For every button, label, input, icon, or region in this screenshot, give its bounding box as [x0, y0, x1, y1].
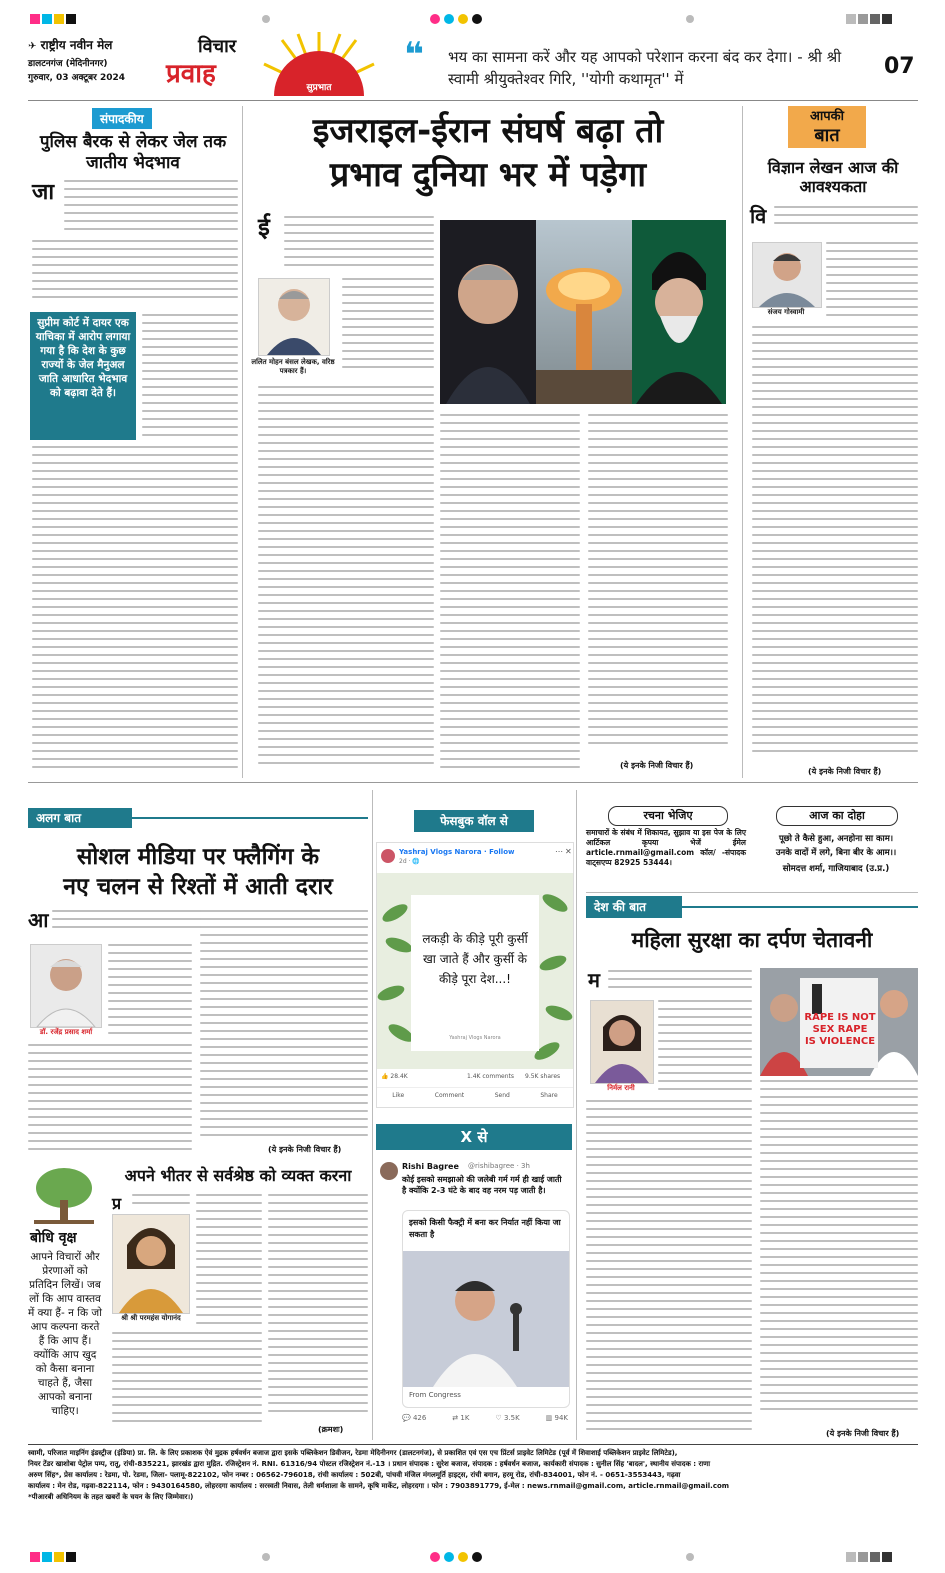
heart-icon: ♡: [495, 1414, 502, 1422]
color-swatch: [30, 14, 40, 24]
drop-cap: वि: [750, 204, 767, 228]
column-divider: [372, 790, 373, 1440]
color-swatch: [66, 14, 76, 24]
quoted-text: इसको किसी फैक्ट्री में बना कर निर्यात नहीं किया जा सकता है: [409, 1218, 561, 1239]
author-caption: डॉ. रजेंद्र प्रसाद शर्मा: [39, 1028, 93, 1036]
bodhi-body: [196, 1194, 262, 1332]
masthead-left: [28, 32, 178, 94]
desh-headline: महिला सुरक्षा का दर्पण चेतावनी: [631, 928, 873, 952]
author-photo: [258, 278, 330, 356]
avatar: [380, 1162, 398, 1180]
lead-article: [248, 106, 738, 778]
bird-icon: ✈: [28, 41, 37, 52]
aapki-baat-body: [752, 326, 918, 762]
leader-photo-1: [440, 220, 536, 404]
lead-headline-2: प्रभाव दुनिया भर में पड़ेगा: [329, 155, 647, 195]
label-rule: [682, 906, 918, 908]
alag-baat: [28, 808, 368, 1158]
explosion-photo: [536, 220, 632, 404]
rachna-body: समाचारों के संबंध में शिकायत, सुझाव या इस पेज के लिए आर्टिकल कृपया भेजें ईमेल: [586, 828, 746, 847]
poster-line: SEX RAPE: [812, 1024, 868, 1035]
lead-body: [258, 386, 434, 772]
facebook-post: [376, 842, 574, 1108]
drop-cap: आ: [28, 908, 49, 932]
reply-icon: 💬: [402, 1414, 411, 1422]
quote-mark-icon: ❝: [404, 35, 424, 75]
register-dot: [458, 1552, 468, 1562]
doha-label: आज का दोहा: [776, 806, 898, 826]
comment-button[interactable]: Comment: [434, 1092, 465, 1099]
editorial-headline: पुलिस बैरक से लेकर जेल तक जातीय भेदभाव: [39, 132, 227, 173]
editorial-kicker: संपादकीय: [92, 108, 152, 129]
color-swatch: [858, 1552, 868, 1562]
facebook-label: फेसबुक वॉल से: [414, 810, 534, 832]
rachna-whatsapp: वाट्सएप्प 82925 53444।: [586, 858, 672, 867]
drop-cap: प्र: [112, 1194, 122, 1213]
aapki-baat-headline: विज्ञान लेखन आज की आवश्यकता: [767, 158, 899, 196]
color-swatch: [882, 1552, 892, 1562]
bodhi-label: बोधि वृक्ष: [30, 1230, 77, 1246]
protest-photo: [760, 968, 918, 1076]
doha-line-1: पूछो ते कैसे हुआ, अनहोना सा काम।: [778, 834, 894, 844]
alag-baat-label: अलग बात: [28, 808, 132, 828]
color-swatch: [870, 1552, 880, 1562]
share-button[interactable]: Share: [540, 1092, 558, 1099]
date: गुरुवार, 03 अक्टूबर 2024: [28, 73, 125, 83]
poster-line: RAPE IS NOT: [804, 1012, 876, 1023]
imprint-line: अरुण सिंह*, प्रेस कार्यालय : रेडमा, पो. रेडमा, जिला- पलामू-822102, फोन नम्बर : 06562-796018, रांची कार्यालय : 502बी, पांचवी मंजिल मंगलमूर्ति हाइट्स, रांची बगान, हरमू रोड, रांची-834001, फोन नं. - 0651-3553443, गढ़वा: [28, 1471, 681, 1479]
imprint: [28, 1448, 918, 1503]
close-icon[interactable]: ✕: [565, 847, 572, 856]
lead-body: [284, 216, 434, 276]
protest-sign: [804, 1012, 876, 1048]
desh-ki-baat: [586, 896, 918, 1440]
register-dot: [262, 1553, 270, 1561]
author-caption: निर्मल रानी: [607, 1084, 635, 1092]
lead-body: [440, 414, 580, 772]
author-portrait: [259, 279, 329, 355]
top-color-bar: [0, 14, 945, 24]
rachna-email[interactable]: article.rnmail@gmail.com: [586, 848, 695, 857]
x-wall: [376, 1124, 572, 1438]
post-watermark: Yashraj Vlogs Narora: [449, 1035, 501, 1041]
bodhi-body: [132, 1194, 190, 1214]
post-quote: लकड़ी के कीड़े पूरी कुर्सी खा जाते हैं और कुर्सी के कीड़े पूरा देश...!: [422, 932, 528, 986]
color-swatch: [846, 14, 856, 24]
column-divider: [576, 790, 577, 1440]
color-swatch: [30, 1552, 40, 1562]
x-post: [376, 1158, 572, 1436]
section-top-word: विचार: [198, 36, 237, 57]
drop-cap: जा: [32, 179, 55, 205]
imprint-rule: [28, 1444, 918, 1445]
tree-icon: [34, 1166, 94, 1226]
share-count: 9.5K shares: [525, 1073, 561, 1080]
color-swatch: [42, 14, 52, 24]
editorial-pull-quote: सुप्रीम कोर्ट में दायर एक याचिका में आरोप लगाया गया है कि देश के कुछ राज्यों के जेल मैनुअल जाति आधारित भेदभाव को बढ़ावा देते हैं।: [30, 312, 136, 440]
page-number: 07: [884, 54, 915, 79]
register-dot: [686, 15, 694, 23]
aapki-baat-column: [748, 106, 918, 778]
reaction-count: [381, 1073, 408, 1080]
tweet-text: कोई इसको समझाओ की जलेबी गर्म गर्म ही खाई जाती है क्योंकि 2-3 घंटे के बाद वह नरम पड़ जाती है।: [402, 1175, 562, 1195]
post-actions: [377, 1087, 573, 1104]
poster-line: IS VIOLENCE: [804, 1036, 876, 1047]
editorial-column: [28, 106, 238, 778]
facebook-wall: [376, 806, 572, 1108]
alag-body: [200, 910, 368, 1142]
poster-handle: @rishibagree · 3h: [468, 1162, 530, 1170]
more-options-icon[interactable]: ⋯: [555, 847, 563, 856]
rachna-box: [586, 806, 746, 890]
desh-footer: (ये इनके निजी विचार हैं): [826, 1429, 900, 1438]
bodhi-sidebar: आपने विचारों और प्रेरणाओं को प्रतिदिन लिखें। जब लों कि आप वास्तव में क्या हैं- न कि जो आप कल्पना करते हैं कि आप हैं। क्योंकि आप खुद को कैसा बनाना चाहते हैं, जैसा आपको बनाना चाहिए।: [28, 1251, 102, 1417]
post-image: [377, 873, 573, 1069]
lead-body: [342, 278, 434, 374]
doha-line-2: उनके वादों में लगे, बिना बीर के आम।।: [775, 848, 897, 858]
sun-emblem: [262, 30, 376, 98]
register-dot: [686, 1553, 694, 1561]
section-logo: [160, 32, 260, 94]
drop-cap: म: [588, 968, 600, 992]
reply-button[interactable]: 💬 426: [402, 1414, 427, 1422]
like-icon: 👍: [381, 1073, 389, 1080]
author-caption: ललित मोहन बंसल लेखक, वरिष्ठ पत्रकार हैं।: [251, 358, 335, 375]
desh-body: [586, 1100, 752, 1436]
register-dot: [430, 14, 440, 24]
quoted-photo: [403, 1251, 569, 1387]
poster-name[interactable]: Yashraj Vlogs Narora · Follow: [399, 848, 515, 856]
author-photo: [590, 1000, 654, 1084]
quoted-post[interactable]: [402, 1210, 570, 1408]
section-rule: [586, 892, 918, 893]
chart-icon: ▥: [545, 1414, 553, 1422]
badge-bottom: बात: [814, 125, 840, 146]
color-swatch: [846, 1552, 856, 1562]
bodhi-body: [112, 1332, 262, 1432]
author-photo: [30, 944, 102, 1028]
author-caption: श्री श्री परमहंस योगानंद: [121, 1314, 181, 1322]
poster-name[interactable]: Rishi Bagree: [402, 1162, 459, 1171]
editorial-body: [142, 314, 238, 442]
lead-photo-montage: [440, 220, 726, 404]
post-time: 2d · 🌐: [399, 858, 420, 865]
author-photo: [112, 1214, 190, 1314]
column-divider: [742, 106, 743, 778]
color-swatch: [882, 14, 892, 24]
register-dot: [444, 14, 454, 24]
desh-body: [658, 1000, 752, 1096]
leader-photo-2: [632, 220, 726, 404]
bodhi-vriksh: [28, 1166, 368, 1438]
register-dot: [262, 15, 270, 23]
rachna-label: रचना भेजिए: [608, 806, 728, 826]
alag-body: [108, 944, 192, 1040]
drop-cap: ई: [258, 212, 270, 241]
section-bottom-word: प्रवाह: [166, 59, 216, 89]
alag-headline-2: नए चलन से रिश्तों में आती दरार: [63, 874, 333, 900]
register-dot: [430, 1552, 440, 1562]
edition: डालटनगंज (मेदिनीनगर): [28, 59, 108, 69]
paper-logo: [28, 36, 112, 53]
register-dot: [458, 14, 468, 24]
editorial-body: [32, 446, 238, 776]
desh-label: देश की बात: [586, 896, 682, 918]
like-button[interactable]: Like: [392, 1092, 405, 1099]
send-button[interactable]: Send: [494, 1092, 510, 1099]
desh-body: [608, 970, 752, 998]
bottom-color-bar: [0, 1552, 945, 1562]
author-caption: संजय गोस्वामी: [767, 308, 805, 316]
aapki-baat-badge: [788, 106, 866, 148]
bodhi-footer: (क्रमशः): [318, 1425, 344, 1434]
imprint-line: स्वामी, परिजात माइनिंग इंडस्ट्रीज (इंडिया) प्रा. लि. के लिए प्रकाशक ऐवं मुद्रक हर्षवर्धन बजाज द्वारा इसके पब्लिकेशन डिवीजन, रेडमा मेदिनीनगर (डालटनगंज), से प्रकाशित एवं एस एच प्रिंटर्स प्राइवेट लिमिटेड (पूर्व में शिवाशाई पब्लिकेशन प्राइवेट लिमिटेड),: [28, 1449, 678, 1457]
aapki-baat-footer: (ये इनके निजी विचार हैं): [808, 767, 882, 776]
lead-headline-1: इजराइल-ईरान संघर्ष बढ़ा तो: [312, 111, 664, 151]
views-button[interactable]: ▥ 94K: [545, 1414, 568, 1422]
doha-author: सोमदत्त शर्मा, गाजियाबाद (उ.प्र.): [782, 864, 890, 874]
author-photo: [752, 242, 822, 308]
bodhi-headline: अपने भीतर से सर्वश्रेष्ठ को व्यक्त करना: [124, 1166, 352, 1185]
tweet-actions: [402, 1414, 568, 1422]
color-swatch: [42, 1552, 52, 1562]
badge-top: आपकी: [809, 109, 845, 124]
avatar: [381, 849, 395, 863]
masthead-quote: भय का सामना करें और यह आपको परेशान करना बंद कर देगा। - श्री श्री स्वामी श्रीयुक्तेश्वर गिरि, ''योगी कथामृत'' में: [448, 48, 842, 88]
register-dot: [472, 14, 482, 24]
alag-body: [28, 1044, 192, 1154]
register-dot: [444, 1552, 454, 1562]
imprint-line: कार्यालय : मेन रोड, गढ़वा-822114, फोन : 9430164580, लोहरदगा कार्यालय : सरस्वती निवास, तेली धर्मशाला के सामने, कृषि मार्केट, लोहरदगा । फोन : 7903891779, ई-मेल : news.rnmail@gmail.com, article.rnmail@gmail.com: [28, 1482, 730, 1490]
label-rule: [132, 817, 368, 819]
color-swatch: [54, 14, 64, 24]
color-swatch: [858, 14, 868, 24]
imprint-line: नियर टेंडर खाशोबा पेट्रोल पम्प, रातू, रांची-835221, झारखंड द्वारा मुद्रित. रजिस्ट्रेशन नं. RNI. 61316/94 पोस्टल रजिस्ट्रेशन नं.-13 । प्रधान संपादक : सुरेश बजाज, संपादक : हर्षवर्धन बजाज, कार्यकारी संपादक : सुनील सिंह 'बादल', स्थानीय संपादक : राणा: [28, 1460, 711, 1468]
color-swatch: [54, 1552, 64, 1562]
imprint-line: *पीआरबी अधिनियम के तहत खबरों के चयन के लिए जिम्मेवार।): [28, 1493, 194, 1501]
editorial-body: [32, 240, 238, 310]
quoted-source: From Congress: [409, 1391, 461, 1399]
editorial-body: [64, 180, 238, 240]
lead-body: [588, 414, 728, 754]
rachna-text: [586, 828, 746, 868]
doha-box: [754, 806, 918, 890]
x-label: X से: [376, 1124, 572, 1150]
paper-name: राष्ट्रीय नवीन मेल: [40, 38, 113, 52]
lead-footer: (ये इनके निजी विचार हैं): [620, 761, 694, 770]
alag-headline-1: सोशल मीडिया पर फ्लैगिंग के: [76, 844, 320, 870]
section-rule: [28, 782, 918, 783]
color-swatch: [870, 14, 880, 24]
rachna-sign: कॉल/ -संपादक: [700, 848, 746, 857]
desh-body: [760, 1080, 918, 1424]
header-rule: [28, 100, 918, 101]
bodhi-body: [268, 1194, 368, 1420]
register-dot: [472, 1552, 482, 1562]
aapki-baat-body: [774, 206, 918, 236]
repost-button[interactable]: ⇄ 1K: [452, 1414, 470, 1422]
reactions: 28.4K: [390, 1073, 408, 1080]
like-button[interactable]: ♡ 3.5K: [495, 1414, 520, 1422]
column-divider: [242, 106, 243, 778]
repost-icon: ⇄: [452, 1414, 459, 1422]
comment-count: 1.4K comments: [467, 1073, 515, 1080]
aapki-baat-body: [826, 242, 918, 322]
color-swatch: [66, 1552, 76, 1562]
emblem-label: सुप्रभात: [306, 83, 332, 93]
alag-footer: (ये इनके निजी विचार हैं): [268, 1145, 342, 1154]
